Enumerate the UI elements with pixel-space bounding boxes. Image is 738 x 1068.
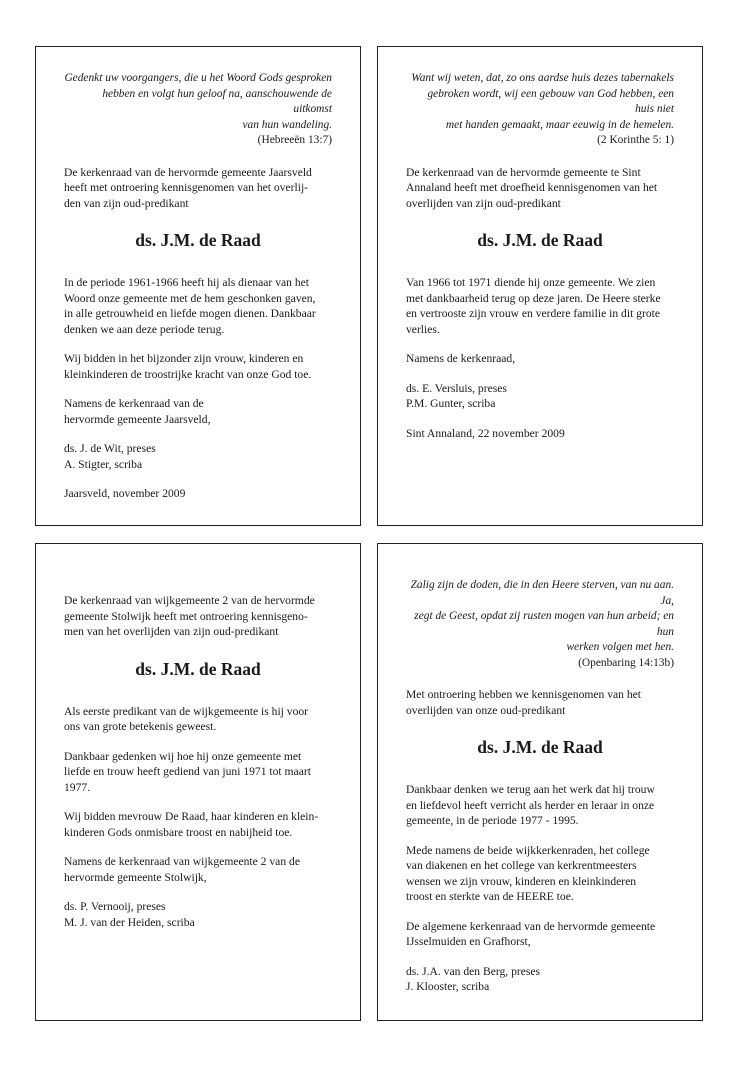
bible-quote [406,71,674,149]
intro-paragraph: Met ontroering hebben we kennisgenomen van het overlijden van onze oud-predikant [406,688,642,717]
body-paragraph: Mede namens de beide wijkkerkenraden, het college van diakenen en het college van kerkrentmeesters wensen we zijn vrouw, kinderen en kleinkinderen troost en sterkte van de HEERE toe. [406,843,650,903]
place-date: Jaarsveld, november 2009 [64,487,186,500]
body-paragraph: Van 1966 tot 1971 diende hij onze gemeente. We zien met dankbaarheid terug op deze jaren. De Heere sterke en vertrooste zijn vrouw en verdere familie in dit grote verlies. [406,276,661,336]
deceased-name: ds. J.M. de Raad [135,658,261,679]
quote-reference: (Hebreeën 13:7) [257,134,332,146]
signatories: ds. J.A. van den Berg, preses J. Klooster, scriba [406,964,541,993]
body-paragraph: Wij bidden in het bijzonder zijn vrouw, kinderen en kleinkinderen de troostrijke kracht van onze God toe. [64,352,312,381]
quote-text: Want wij weten, dat, zo ons aardse huis dezes tabernakels gebroken wordt, wij een gebouw van God hebben, een huis niet met handen gemaakt, maar eeuwig in de hemelen. [411,72,674,131]
obituary-card-sint-annaland [377,46,703,526]
bible-quote [406,578,674,671]
body-paragraph: Als eerste predikant van de wijkgemeente is hij voor ons van grote betekenis geweest. [64,704,309,733]
signatories: ds. J. de Wit, preses A. Stigter, scriba [64,442,156,471]
on-behalf-of: De algemene kerkenraad van de hervormde gemeente IJsselmuiden en Grafhorst, [406,919,656,948]
quote-reference: (Openbaring 14:13b) [578,656,674,669]
body-paragraph: Dankbaar denken we terug aan het werk dat hij trouw en liefdevol heeft verricht als herder en leraar in onze gemeente, in de periode 1977 - 1995. [406,783,655,827]
deceased-name: ds. J.M. de Raad [477,230,603,250]
on-behalf-of: Namens de kerkenraad, [406,352,516,365]
intro-paragraph: De kerkenraad van de hervormde gemeente te Sint Annaland heeft met droefheid kennisgenomen van het overlijden van zijn oud-predikant [406,165,658,210]
bible-quote [64,71,332,149]
quote-reference: (2 Korinthe 5: 1) [597,134,674,146]
intro-paragraph: De kerkenraad van de hervormde gemeente Jaarsveld heeft met ontroering kennisgenomen van het overlij- den van zijn oud-predikant [64,165,312,210]
body-paragraph: Dankbaar gedenken wij hoe hij onze gemeente met liefde en trouw heeft gediend van juni 1971 tot maart 1977. [64,749,311,794]
signatories: ds. E. Versluis, preses P.M. Gunter, scriba [406,381,507,410]
signatories: ds. P. Vernooij, preses M. J. van der Heiden, scriba [64,900,195,929]
body-paragraph: In de periode 1961-1966 heeft hij als dienaar van het Woord onze gemeente met de hem geschonken gaven, in alle getrouwheid en liefde mogen dienen. Dankbaar denken we aan deze periode terug. [64,276,316,336]
intro-paragraph: De kerkenraad van wijkgemeente 2 van de hervormde gemeente Stolwijk heeft met ontroering kennisgeno- men van het overlijden van zijn oud-predikant [64,594,315,638]
quote-text: Zalig zijn de doden, die in den Heere sterven, van nu aan. Ja, zegt de Geest, opdat zij rusten mogen van hun arbeid; en hun werken volgen met hen. [410,579,674,653]
obituary-card-stolwijk [35,543,361,1021]
obituary-card-jaarsveld [35,46,361,526]
place-date: Sint Annaland, 22 november 2009 [406,426,565,440]
on-behalf-of: Namens de kerkenraad van de hervormde gemeente Jaarsveld, [64,397,211,426]
on-behalf-of: Namens de kerkenraad van wijkgemeente 2 van de hervormde gemeente Stolwijk, [64,855,300,884]
obituary-card-ijsselmuiden [377,543,703,1021]
body-paragraph: Wij bidden mevrouw De Raad, haar kinderen en klein- kinderen Gods onmisbare troost en nabijheid toe. [64,810,319,839]
deceased-name: ds. J.M. de Raad [477,737,603,757]
deceased-name: ds. J.M. de Raad [135,230,261,250]
quote-text: Gedenkt uw voorgangers, die u het Woord Gods gesproken hebben en volgt hun geloof na, aanschouwende de uitkomst van hun wandeling. [64,72,332,131]
